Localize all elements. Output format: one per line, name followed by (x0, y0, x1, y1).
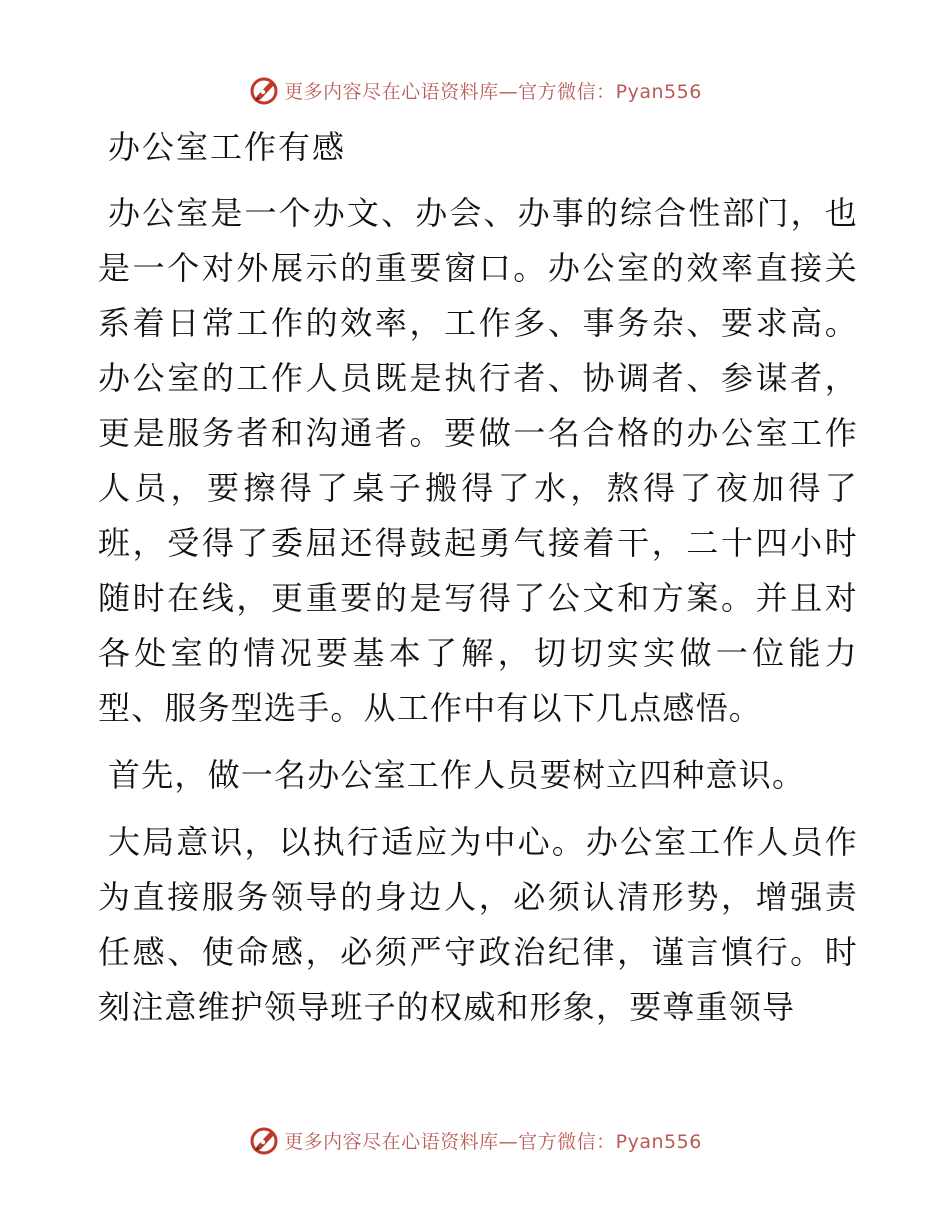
paragraph-2: 首先，做一名办公室工作人员要树立四种意识。 (108, 756, 806, 794)
document-body (98, 120, 858, 1035)
header-banner (0, 70, 950, 110)
pen-circle-logo-icon (248, 74, 280, 106)
paragraph-1: 办公室是一个办文、办会、办事的综合性部门，也是一个对外展示的重要窗口。办公室的效率直接关系着日常工作的效率，工作多、事务杂、要求高。办公室的工作人员既是执行者、协调者、参谋者，更是服务者和沟通者。要做一名合格的办公室工作人员，要擦得了桌子搬得了水，熬得了夜加得了班，受得了委屈还得鼓起勇气接着干，二十四小时随时在线，更重要的是写得了公文和方案。并且对各处室的情况要基本了解，切切实实做一位能力型、服务型选手。从工作中有以下几点感悟。 (98, 194, 858, 727)
pen-circle-logo-icon (248, 1124, 280, 1156)
document-title: 办公室工作有感 (108, 128, 347, 166)
footer-banner (0, 1120, 950, 1160)
paragraph-3: 大局意识，以执行适应为中心。办公室工作人员作为直接服务领导的身边人，必须认清形势，增强责任感、使命感，必须严守政治纪律，谨言慎行。时刻注意维护领导班子的权威和形象，要尊重领导 (98, 823, 858, 1026)
footer-banner-text: 更多内容尽在心语资料库—官方微信：Pyan556 (284, 1130, 702, 1153)
header-banner-text: 更多内容尽在心语资料库—官方微信：Pyan556 (284, 80, 702, 103)
